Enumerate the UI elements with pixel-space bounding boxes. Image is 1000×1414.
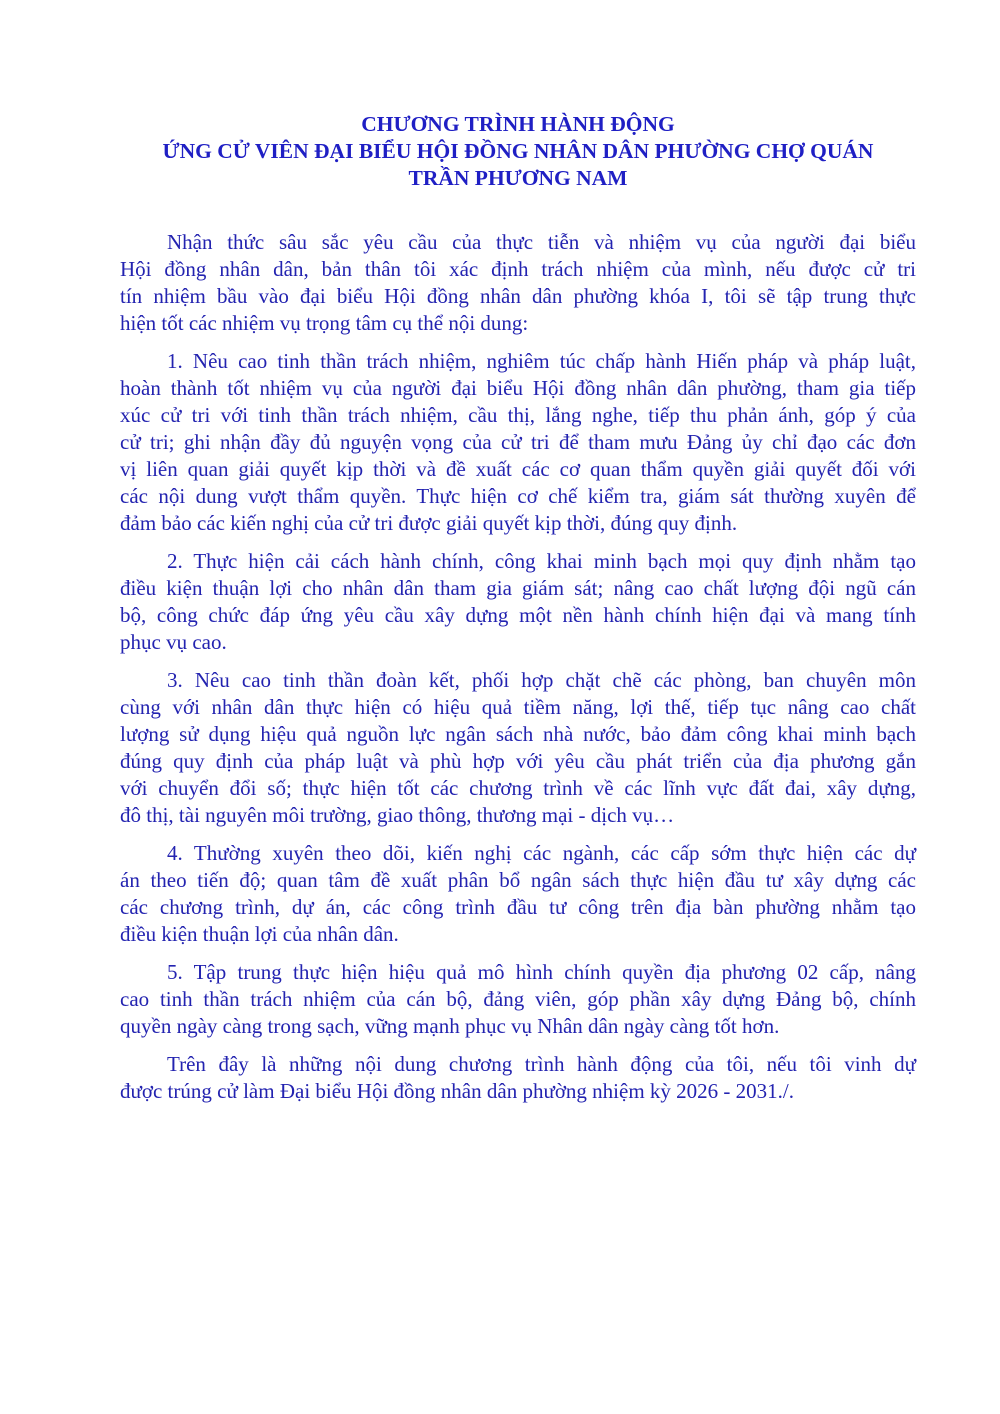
paragraph-line: được trúng cử làm Đại biểu Hội đồng nhân dân phường nhiệm kỳ 2026 - 2031./. bbox=[120, 1079, 794, 1103]
title-line: ỨNG CỬ VIÊN ĐẠI BIỂU HỘI ĐỒNG NHÂN DÂN PHƯỜNG CHỢ QUÁN bbox=[162, 139, 874, 163]
paragraph-line: án theo tiến độ; quan tâm đề xuất phân bổ ngân sách thực hiện đầu tư xây dựng các bbox=[120, 868, 916, 892]
paragraph-line: với chuyển đổi số; thực hiện tốt các chương trình về các lĩnh vực đất đai, xây dựng, bbox=[120, 776, 916, 800]
paragraph-line: đô thị, tài nguyên môi trường, giao thông, thương mại - dịch vụ… bbox=[120, 803, 675, 827]
paragraph-line: cử tri; ghi nhận đầy đủ nguyện vọng của cử tri để tham mưu Đảng ủy chỉ đạo các đơn bbox=[120, 430, 916, 454]
paragraph-line: cùng với nhân dân thực hiện có hiệu quả tiềm năng, lợi thế, tiếp tục nâng cao chất bbox=[120, 695, 916, 719]
paragraph-line: điều kiện thuận lợi cho nhân dân tham gia giám sát; nâng cao chất lượng đội ngũ cán bbox=[120, 576, 916, 600]
paragraph bbox=[120, 348, 916, 537]
paragraph-line: các chương trình, dự án, các công trình đầu tư công trên địa bàn phường nhằm tạo bbox=[120, 895, 916, 919]
paragraph-line: Hội đồng nhân dân, bản thân tôi xác định trách nhiệm của mình, nếu được cử tri bbox=[120, 257, 916, 281]
paragraph-line: quyền ngày càng trong sạch, vững mạnh phục vụ Nhân dân ngày càng tốt hơn. bbox=[120, 1014, 780, 1038]
paragraph-line: đảm bảo các kiến nghị của cử tri được giải quyết kịp thời, đúng quy định. bbox=[120, 511, 738, 535]
paragraph-line: tín nhiệm bầu vào đại biểu Hội đồng nhân dân phường khóa I, tôi sẽ tập trung thực bbox=[120, 284, 916, 308]
paragraph-line: Nhận thức sâu sắc yêu cầu của thực tiễn và nhiệm vụ của người đại biểu bbox=[167, 230, 916, 254]
paragraph-line: 2. Thực hiện cải cách hành chính, công khai minh bạch mọi quy định nhằm tạo bbox=[167, 549, 916, 573]
paragraph-line: 1. Nêu cao tinh thần trách nhiệm, nghiêm túc chấp hành Hiến pháp và pháp luật, bbox=[167, 349, 916, 373]
paragraph bbox=[120, 1051, 916, 1105]
paragraph bbox=[120, 667, 916, 829]
document-body bbox=[120, 229, 916, 1116]
paragraph-line: đúng quy định của pháp luật và phù hợp với yêu cầu phát triển của địa phương gắn bbox=[120, 749, 916, 773]
paragraph-line: hiện tốt các nhiệm vụ trọng tâm cụ thể nội dung: bbox=[120, 311, 529, 335]
paragraph-line: 4. Thường xuyên theo dõi, kiến nghị các ngành, các cấp sớm thực hiện các dự bbox=[167, 841, 916, 865]
paragraph-line: điều kiện thuận lợi của nhân dân. bbox=[120, 922, 399, 946]
paragraph-line: cao tinh thần trách nhiệm của cán bộ, đảng viên, góp phần xây dựng Đảng bộ, chính bbox=[120, 987, 916, 1011]
paragraph-line: các nội dung vượt thẩm quyền. Thực hiện cơ chế kiểm tra, giám sát thường xuyên để bbox=[120, 484, 916, 508]
paragraph-line: lượng sử dụng hiệu quả nguồn lực ngân sách nhà nước, bảo đảm công khai minh bạch bbox=[120, 722, 916, 746]
paragraph bbox=[120, 840, 916, 948]
title-line: TRẦN PHƯƠNG NAM bbox=[408, 166, 628, 190]
paragraph-line: phục vụ cao. bbox=[120, 630, 227, 654]
paragraph-line: 3. Nêu cao tinh thần đoàn kết, phối hợp chặt chẽ các phòng, ban chuyên môn bbox=[167, 668, 916, 692]
paragraph-line: hoàn thành tốt nhiệm vụ của người đại biểu Hội đồng nhân dân phường, tham gia tiếp bbox=[120, 376, 916, 400]
title-line: CHƯƠNG TRÌNH HÀNH ĐỘNG bbox=[361, 112, 675, 136]
document-title bbox=[100, 111, 936, 192]
paragraph-line: vị liên quan giải quyết kịp thời và đề xuất các cơ quan thẩm quyền giải quyết đối với bbox=[120, 457, 916, 481]
paragraph bbox=[120, 959, 916, 1040]
paragraph bbox=[120, 229, 916, 337]
paragraph-line: 5. Tập trung thực hiện hiệu quả mô hình chính quyền địa phương 02 cấp, nâng bbox=[167, 960, 916, 984]
paragraph bbox=[120, 548, 916, 656]
paragraph-line: xúc cử tri với tinh thần trách nhiệm, cầu thị, lắng nghe, tiếp thu phản ánh, góp ý của bbox=[120, 403, 916, 427]
paragraph-line: Trên đây là những nội dung chương trình hành động của tôi, nếu tôi vinh dự bbox=[167, 1052, 916, 1076]
paragraph-line: bộ, công chức đáp ứng yêu cầu xây dựng một nền hành chính hiện đại và mang tính bbox=[120, 603, 916, 627]
